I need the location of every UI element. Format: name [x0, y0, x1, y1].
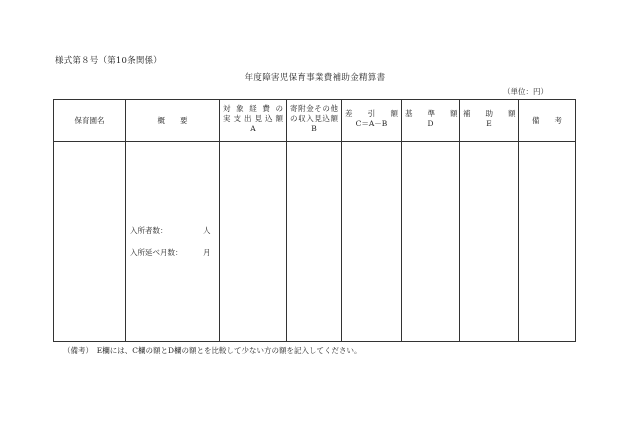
header-remarks: 備 考	[532, 115, 562, 125]
header-difference-c: 差 引 額 C＝A－B	[345, 109, 398, 128]
enrollee-count-label: 入所者数：	[130, 226, 168, 235]
header-subsidy-amount-e: 補 助 額 E	[463, 109, 516, 128]
enrollment-months-label: 入所延べ月数：	[130, 248, 183, 257]
header-nursery-name: 保育園名	[74, 115, 105, 125]
enrollee-count-unit: 人	[203, 226, 211, 235]
header-donation-income-b: 寄附金その他 の収入見込額 B	[290, 104, 338, 133]
header-target-expense-a: 対 象 経 費 の 実支出見込額 A	[223, 104, 283, 133]
document-title: 年度障害児保育事業費補助金精算書	[244, 73, 386, 83]
header-divider	[53, 141, 576, 142]
header-summary: 概 要	[157, 115, 188, 125]
header-standard-amount-d: 基 準 額 D	[405, 109, 458, 128]
remarks-note: （備考） E欄には、C欄の額とD欄の額とを比較して少ない方の額を記入してください。	[63, 346, 362, 355]
unit-label: （単位：円）	[503, 87, 548, 96]
enrollment-months-unit: 月	[203, 248, 211, 257]
form-number: 様式第８号（第10条関係）	[55, 56, 162, 66]
